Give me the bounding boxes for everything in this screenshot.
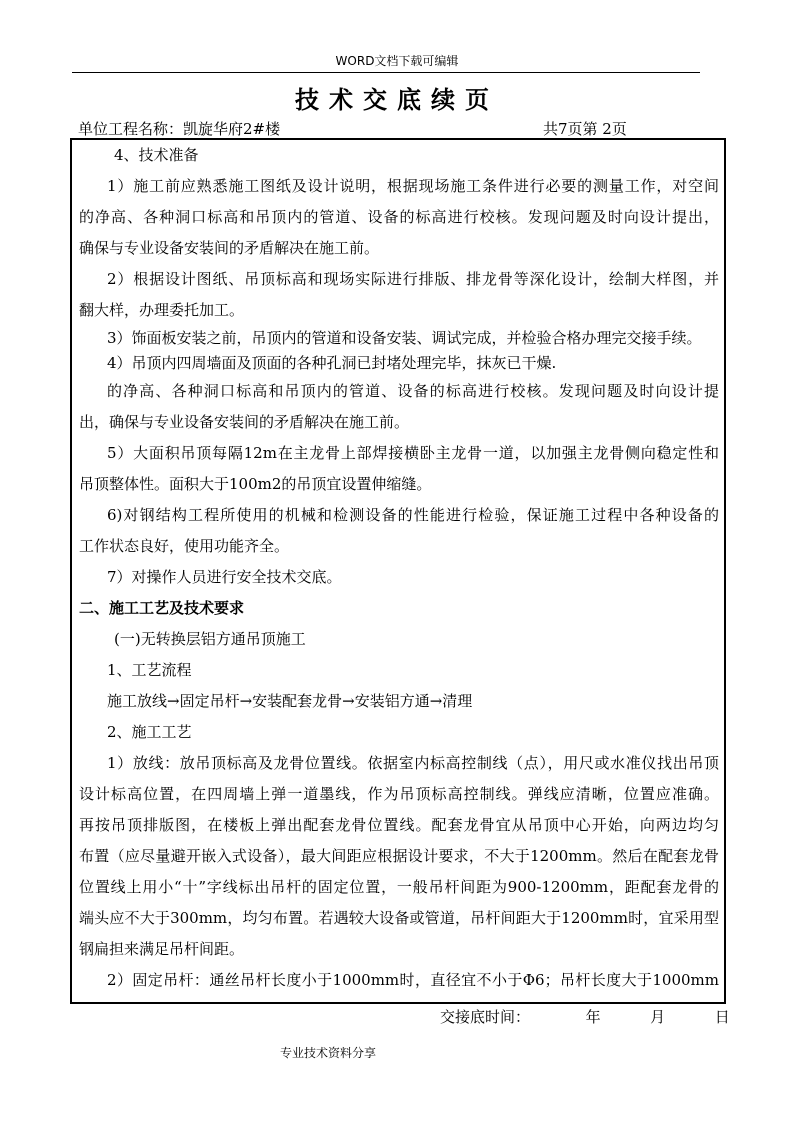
- text-line: 再按吊顶排版图，在楼板上弹出配套龙骨位置线。配套龙骨宜从吊顶中心开始，向两边均匀: [79, 816, 719, 834]
- text-line: 1）施工前应熟悉施工图纸及设计说明，根据现场施工条件进行必要的测量工作，对空间: [107, 177, 719, 195]
- handover-date-line: [440, 1006, 730, 1027]
- header-rule: [72, 72, 700, 73]
- text-line: 确保与专业设备安装间的矛盾解决在施工前。: [79, 239, 380, 257]
- subsection-heading: (一)无转换层铝方通吊顶施工: [114, 630, 306, 648]
- text-line: 4、技术准备: [114, 146, 199, 164]
- year-label: 年: [585, 1008, 601, 1026]
- text-line: 1）放线：放吊顶标高及龙骨位置线。依据室内标高控制线（点），用尺或水准仪找出吊顶: [107, 754, 719, 772]
- text-line: 设计标高位置，在四周墙上弹一道墨线，作为吊顶标高控制线。弹线应清晰，位置应准确。: [79, 785, 719, 803]
- text-line: 位置线上用小“十”字线标出吊杆的固定位置，一般吊杆间距为900-1200mm，距配套龙骨的: [79, 878, 719, 896]
- text-line: 端头应不大于300mm，均匀布置。若遇较大设备或管道，吊杆间距大于1200mm时，宜采用型: [79, 909, 719, 927]
- text-line: 7）对操作人员进行安全技术交底。: [107, 568, 342, 586]
- text-line: 施工放线→固定吊杆→安装配套龙骨→安装铝方通→清理: [107, 692, 473, 710]
- page-count: 共7页第 2页: [543, 120, 627, 138]
- handover-date-label: 交接底时间：: [440, 1008, 531, 1026]
- text-line: 3）饰面板安装之前，吊顶内的管道和设备安装、调试完成，并检验合格办理完交接手续。: [107, 329, 702, 347]
- text-line: 6)对钢结构工程所使用的机械和检测设备的性能进行检验，保证施工过程中各种设备的: [107, 506, 719, 524]
- text-line: 1、工艺流程: [107, 661, 192, 679]
- text-line: 2）固定吊杆：通丝吊杆长度小于1000mm时，直径宜不小于Φ6；吊杆长度大于1000mm: [107, 971, 719, 989]
- text-line: 布置（应尽量避开嵌入式设备），最大间距应根据设计要求，不大于1200mm。然后在配套龙骨: [79, 847, 719, 865]
- text-line: 翻大样，办理委托加工。: [79, 301, 245, 319]
- text-line: 吊顶整体性。面积大于100m2的吊顶宜设置伸缩缝。: [79, 475, 432, 493]
- month-label: 月: [650, 1008, 666, 1026]
- text-line: 2）根据设计图纸、吊顶标高和现场实际进行排版、排龙骨等深化设计，绘制大样图，并: [107, 270, 719, 288]
- page-title: 技术交底续页: [295, 85, 499, 114]
- section-heading: 二、施工工艺及技术要求: [79, 599, 245, 617]
- header-note: WORD文档下载可编辑: [335, 54, 459, 68]
- unit-project-name: 单位工程名称：凯旋华府2#楼: [78, 120, 281, 138]
- text-line: 的净高、各种洞口标高和吊顶内的管道、设备的标高进行校核。发现问题及时向设计提出，: [79, 208, 719, 226]
- text-line: 4）吊顶内四周墙面及顶面的各种孔洞已封堵处理完毕，抹灰已干燥.: [107, 354, 557, 372]
- text-line: 的净高、各种洞口标高和吊顶内的管道、设备的标高进行校核。发现问题及时向设计提: [107, 382, 719, 400]
- content-frame: [70, 138, 726, 1004]
- content-body: [79, 140, 719, 996]
- text-line: 出，确保与专业设备安装间的矛盾解决在施工前。: [79, 413, 410, 431]
- text-line: 工作状态良好，使用功能齐全。: [79, 537, 290, 555]
- text-line: 钢扁担来满足吊杆间距。: [79, 940, 245, 958]
- text-line: 5）大面积吊顶每隔12m在主龙骨上部焊接横卧主龙骨一道，以加强主龙骨侧向稳定性和: [107, 444, 719, 462]
- text-line: 2、施工工艺: [107, 723, 192, 741]
- day-label: 日: [714, 1008, 730, 1026]
- footer-note: 专业技术资料分享: [280, 1046, 377, 1060]
